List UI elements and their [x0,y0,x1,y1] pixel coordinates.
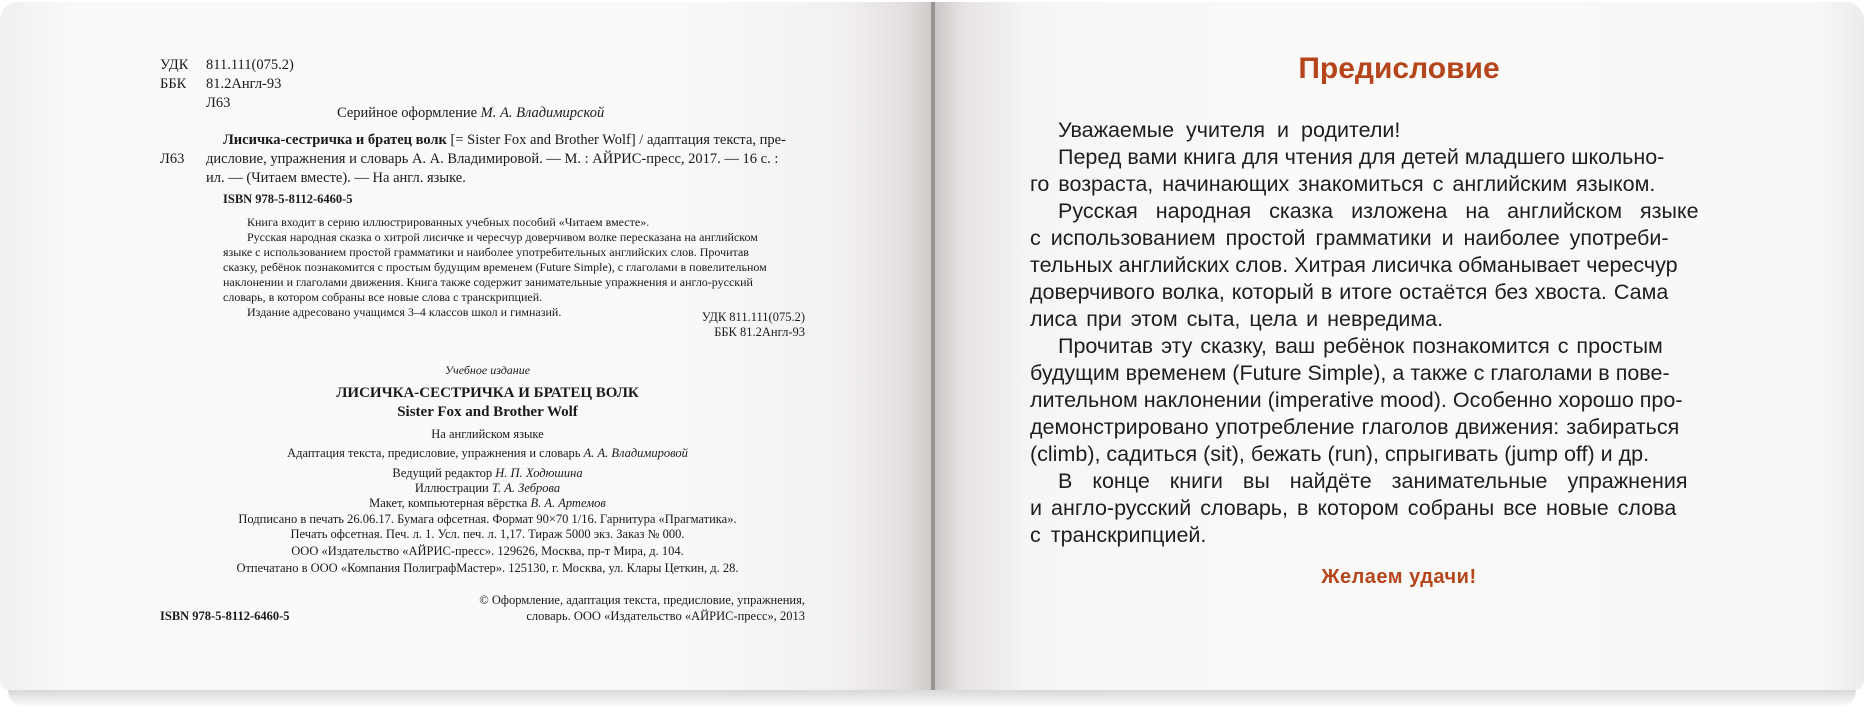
preface-body [1030,117,1735,549]
udk-right: УДК 811.111(075.2) [701,310,805,324]
layout-name: В. А. Артемов [530,496,606,510]
illustrator-credit [260,481,715,497]
copyright-line-2: словарь. ООО «Издательство «АЙРИС-пресс», 2013 [526,609,805,623]
adaptation-label: Адаптация текста, предисловие, упражнения и словарь [287,446,581,460]
biblio-line-2: дисловие, упражнения и словарь А. А. Владимировой. — М. : АЙРИС-пресс, 2017. — 16 с. : [206,151,779,167]
series-design-name: М. А. Владимирской [480,105,605,121]
series-design-label: Серийное оформление [337,105,478,121]
book-title-en: Sister Fox and Brother Wolf [397,404,578,420]
preface-line-11: лительном наклонении (imperative mood). Особенно хорошо про- [1030,388,1683,412]
bbk-right: ББК 81.2Англ-93 [714,325,805,339]
book-title-ru: ЛИСИЧКА-СЕСТРИЧКА И БРАТЕЦ ВОЛК [336,385,639,401]
bbk-label: ББК [160,76,187,92]
preface-line-9: Прочитав эту сказку, ваш ребёнок познакомится с простым [1058,334,1663,358]
preface-line-14: В конце книги вы найдёте занимательные упражнения [1058,469,1688,493]
preface-title: Предисловие [1298,52,1500,85]
preface-line-6: тельных английских слов. Хитрая лисичка обманывает чересчур [1030,253,1678,277]
layout-credit [260,496,715,512]
language-note: На английском языке [431,427,544,441]
preface-line-10: будущим временем (Future Simple), а также с глаголами в пове- [1030,361,1670,385]
series-design [337,104,604,123]
udk-value: 811.111(075.2) [206,57,294,73]
annotation-line-4: сказку, ребёнок познакомится с простым будущим временем (Future Simple), с глаголами в повелительном [223,260,767,274]
preface-line-16: с транскрипцией. [1030,523,1207,547]
editor-credit [260,466,715,482]
adaptation-credit [260,446,715,462]
preface-line-7: доверчивого волка, который в итоге остаётся без хвоста. Сама [1030,280,1669,304]
closing-wish: Желаем удачи! [1321,566,1477,588]
editor-name: Н. П. Ходюшина [495,466,583,480]
annotation-line-3: языке с использованием простой грамматики и наиболее употребительных английских слов. Прочитав [223,245,749,259]
udk-label: УДК [160,57,189,73]
copyright-line-1: © Оформление, адаптация текста, предисловие, упражнения, [479,593,805,607]
author-mark: Л63 [206,95,231,111]
publisher-line: ООО «Издательство «АЙРИС-пресс». 129626, Москва, пр-т Мира, д. 104. [291,544,684,558]
annotation-line-6: словарь, в котором собраны все новые слова с транскрипцией. [223,290,543,304]
layout-label: Макет, компьютерная вёрстка [369,496,528,510]
preface-line-12: демонстрировано употребление глаголов движения: забираться [1030,415,1680,439]
preface-line-8: лиса при этом сыта, цела и невредима. [1030,307,1444,331]
illustrator-label: Иллюстрации [414,481,489,495]
preface-line-2: Перед вами книга для чтения для детей младшего школьно- [1058,145,1665,169]
preface-line-1: Уважаемые учителя и родители! [1058,118,1401,142]
preface-line-13: (climb), садиться (sit), бежать (run), спрыгивать (jump off) и др. [1030,442,1650,466]
annotation-line-1: Книга входит в серию иллюстрированных учебных пособий «Читаем вместе». [247,215,650,229]
print-line-1: Подписано в печать 26.06.17. Бумага офсетная. Формат 90×70 1/16. Гарнитура «Прагматика». [238,512,737,526]
biblio-line-3: ил. — (Читаем вместе). — На англ. языке. [206,170,466,186]
printed-at-line: Отпечатано в ООО «Компания ПолиграфМастер». 125130, г. Москва, ул. Клары Цеткин, д. 28. [236,561,739,575]
adaptation-name: А. А. Владимировой [583,446,688,460]
biblio-mark: Л63 [160,151,185,167]
annotation-line-7: Издание адресовано учащимся 3–4 классов школ и гимназий. [247,305,562,319]
isbn-bottom: ISBN 978-5-8112-6460-5 [160,609,290,623]
edition-type: Учебное издание [444,363,531,377]
isbn-top: ISBN 978-5-8112-6460-5 [223,192,353,206]
biblio-line-1-rest: [= Sister Fox and Brother Wolf] / адаптация текста, пре- [446,132,786,148]
biblio-title: Лисичка-сестричка и братец волк [223,132,447,148]
preface-line-15: и англо-русский словарь, в котором собраны все новые слова [1030,496,1677,520]
preface-line-5: с использованием простой грамматики и наиболее употреби- [1030,226,1669,250]
annotation-line-2: Русская народная сказка о хитрой лисичке и чересчур доверчивом волке пересказана на английском [247,230,758,244]
biblio-line-1 [223,131,786,150]
preface-line-4: Русская народная сказка изложена на английском языке [1058,199,1699,223]
bbk-value: 81.2Англ-93 [206,76,282,92]
book-shadow [8,690,1856,708]
print-line-2: Печать офсетная. Печ. л. 1. Усл. печ. л. 1,17. Тираж 5000 экз. Заказ № 000. [290,527,685,541]
preface-line-3: го возраста, начинающих знакомиться с английским языком. [1030,172,1656,196]
annotation-line-5: наклонении и глаголами движения. Книга также содержит занимательные упражнения и англо-русский [223,275,753,289]
editor-label: Ведущий редактор [392,466,493,480]
illustrator-name: Т. А. Зеброва [491,481,561,495]
